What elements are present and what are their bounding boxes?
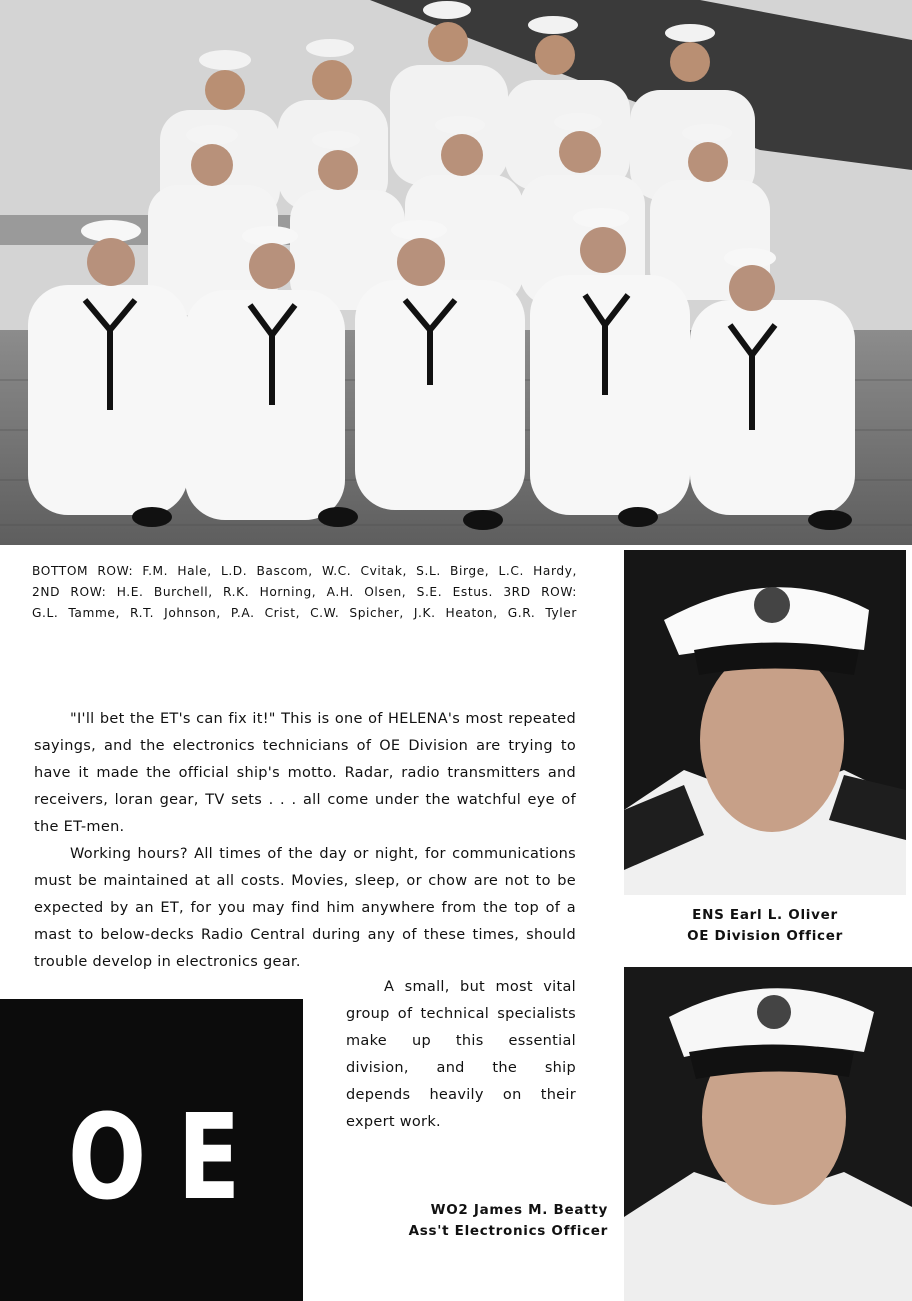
officer-caption-oliver <box>624 905 906 947</box>
caption-line-3rd-row: G.L. Tamme, R.T. Johnson, P.A. Crist, C.W. Spicher, J.K. Heaton, G.R. Tyler <box>32 606 577 620</box>
body-paragraph-2: Working hours? All times of the day or night, for communications must be maintained at all costs. Movies, sleep, or chow are not to be expected by an ET, for you may find him anywhere from the top of a mast to below-decks Radio Central during any of these times, should trouble develop in electronics gear. <box>34 846 576 970</box>
portrait-illustration-oliver <box>624 550 906 895</box>
group-photo-caption <box>32 561 577 624</box>
officer-portrait-beatty <box>624 967 912 1301</box>
officer-title-oliver: OE Division Officer <box>687 928 843 944</box>
division-label: OE <box>68 1088 272 1226</box>
body-paragraph-1: "I'll bet the ET's can fix it!" This is one of HELENA's most repeated sayings, and the electronics technicians of OE Division are trying to have it made the official ship's motto. Radar, radio transmitters and receivers, loran gear, TV sets . . . all come under the watchful eye of the ET-men. <box>34 711 576 835</box>
officer-title-beatty: Ass't Electronics Officer <box>408 1223 608 1239</box>
group-photo-illustration <box>0 0 912 545</box>
closing-paragraph-block <box>346 974 576 1136</box>
officer-caption-beatty <box>400 1200 608 1242</box>
portrait-illustration-beatty <box>624 967 912 1301</box>
group-photo <box>0 0 912 545</box>
officer-portrait-oliver <box>624 550 906 895</box>
officer-name-oliver: ENS Earl L. Oliver <box>692 907 838 923</box>
caption-line-2nd-row: 2ND ROW: H.E. Burchell, R.K. Horning, A.H. Olsen, S.E. Estus. 3RD ROW: <box>32 585 577 599</box>
officer-name-beatty: WO2 James M. Beatty <box>430 1202 608 1218</box>
caption-line-bottom-row: BOTTOM ROW: F.M. Hale, L.D. Bascom, W.C. Cvitak, S.L. Birge, L.C. Hardy, <box>32 564 577 578</box>
body-paragraph-3: A small, but most vital group of technical specialists make up this essential division, and the ship depends heavily on their expert work. <box>346 979 576 1130</box>
division-description <box>34 706 576 976</box>
